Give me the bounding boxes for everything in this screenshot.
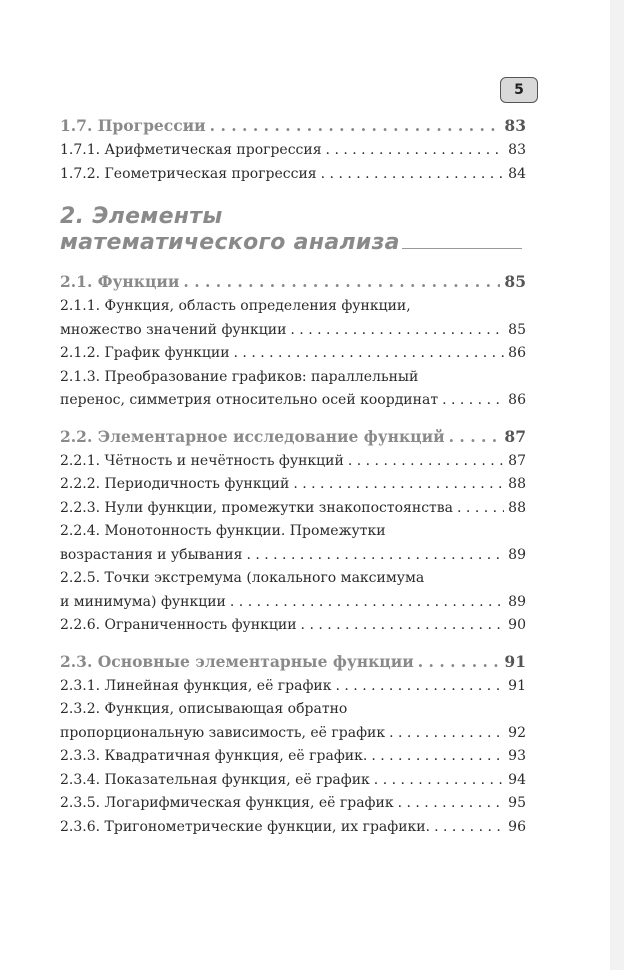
toc-entry-2-3-2[interactable] — [60, 698, 526, 745]
toc-entry-1-7-2[interactable] — [60, 163, 526, 187]
entry-page: 90 — [508, 617, 526, 633]
toc-entry-2-3-5[interactable] — [60, 792, 526, 816]
toc-section-2-3[interactable] — [60, 648, 526, 675]
dot-leader — [374, 769, 504, 793]
dot-leader — [449, 423, 501, 450]
entry-page: 86 — [508, 345, 526, 361]
section-title: 2.3. Основные элементарные функции — [60, 651, 414, 671]
dot-leader — [418, 648, 501, 675]
entry-title: множество значений функции — [60, 321, 287, 338]
entry-title: 2.3.1. Линейная функция, её график — [60, 677, 332, 694]
dot-leader — [457, 497, 504, 521]
dot-leader — [293, 473, 504, 497]
dot-leader — [301, 614, 505, 638]
section-page: 85 — [504, 272, 526, 291]
toc-entry-2-3-1[interactable] — [60, 675, 526, 699]
entry-title: 2.2.1. Чётность и нечётность функций — [60, 452, 344, 469]
entry-page: 87 — [508, 452, 526, 469]
toc-entry-2-2-1[interactable] — [60, 450, 526, 474]
entry-page: 94 — [508, 771, 526, 788]
toc-section-1-7[interactable] — [60, 112, 526, 139]
entry-page: 89 — [508, 593, 526, 610]
entry-title: 2.1.2. График функции — [60, 345, 230, 361]
entry-page: 86 — [508, 392, 526, 408]
entry-page: 84 — [508, 165, 526, 182]
entry-page: 89 — [508, 546, 526, 563]
entry-page: 93 — [508, 748, 526, 764]
entry-title-line: 2.2.5. Точки экстремума (локального максимума — [60, 570, 425, 586]
dot-leader — [290, 319, 504, 343]
section-page: 87 — [504, 426, 526, 446]
entry-title: и минимума) функции — [60, 593, 226, 610]
entry-page: 92 — [508, 724, 526, 741]
entry-title: 1.7.2. Геометрическая прогрессия — [60, 165, 317, 182]
section-title: 2.1. Функции — [60, 272, 180, 291]
toc-entry-2-3-6[interactable] — [60, 816, 526, 840]
entry-page: 95 — [508, 795, 526, 811]
section-title: 1.7. Прогрессии — [60, 116, 206, 135]
dot-leader — [442, 389, 504, 413]
toc-entry-2-1-2[interactable] — [60, 342, 526, 366]
dot-leader — [348, 450, 504, 474]
dot-leader — [183, 268, 500, 295]
entry-title: 1.7.1. Арифметическая прогрессия — [60, 142, 322, 158]
dot-leader — [210, 112, 501, 139]
entry-page: 96 — [508, 818, 526, 835]
entry-title: 2.2.2. Периодичность функций — [60, 476, 290, 492]
dot-leader — [326, 139, 505, 163]
dot-leader — [371, 745, 504, 769]
page-number-badge: 5 — [500, 77, 538, 103]
chapter-title-line-2: математического анализа — [60, 230, 526, 256]
toc-section-2-2[interactable] — [60, 423, 526, 450]
dot-leader — [230, 591, 504, 615]
dot-leader — [321, 163, 505, 187]
entry-title: 2.3.6. Тригонометрические функции, их графики. — [60, 818, 431, 835]
dot-leader — [336, 675, 505, 699]
entry-title: 2.3.5. Логарифмическая функция, её график — [60, 795, 394, 811]
entry-title: пропорциональную зависимость, её график — [60, 724, 386, 741]
toc-entry-2-3-3[interactable] — [60, 745, 526, 769]
entry-title: 2.2.3. Нули функции, промежутки знакопостоянства — [60, 499, 454, 516]
entry-title: 2.3.3. Квадратичная функция, её график. — [60, 748, 368, 764]
chapter-title-line-1: 2. Элементы — [60, 204, 223, 229]
dot-leader — [234, 342, 505, 366]
dot-leader — [398, 792, 505, 816]
entry-page: 88 — [508, 499, 526, 516]
section-title: 2.2. Элементарное исследование функций — [60, 426, 445, 446]
entry-title-line: 2.3.2. Функция, описывающая обратно — [60, 701, 348, 717]
entry-title: возрастания и убывания — [60, 546, 243, 563]
toc-entry-2-2-5[interactable] — [60, 567, 526, 614]
entry-title: 2.2.6. Ограниченность функции — [60, 617, 297, 633]
entry-title-line: 2.1.1. Функция, область определения функции, — [60, 298, 411, 314]
toc-entry-2-3-4[interactable] — [60, 769, 526, 793]
entry-page: 83 — [508, 142, 526, 158]
entry-title: перенос, симметрия относительно осей координат — [60, 392, 439, 408]
toc-section-2-1[interactable] — [60, 268, 526, 295]
toc-entry-1-7-1[interactable] — [60, 139, 526, 163]
entry-page: 88 — [508, 476, 526, 492]
entry-page: 91 — [508, 677, 526, 694]
entry-title: 2.3.4. Показательная функция, её график — [60, 771, 370, 788]
dot-leader — [434, 816, 504, 840]
toc-entry-2-1-3[interactable] — [60, 366, 526, 413]
dot-leader — [389, 722, 504, 746]
toc-entry-2-2-3[interactable] — [60, 497, 526, 521]
chapter-heading — [60, 204, 526, 256]
table-of-contents — [60, 112, 526, 839]
entry-page: 85 — [508, 321, 526, 338]
toc-entry-2-2-2[interactable] — [60, 473, 526, 497]
section-page: 91 — [504, 651, 526, 671]
toc-entry-2-2-6[interactable] — [60, 614, 526, 638]
dot-leader — [246, 544, 504, 568]
entry-title-line: 2.2.4. Монотонность функции. Промежутки — [60, 523, 386, 539]
toc-entry-2-1-1[interactable] — [60, 295, 526, 342]
entry-title-line: 2.1.3. Преобразование графиков: параллельный — [60, 368, 419, 385]
section-page: 83 — [504, 116, 526, 135]
page-edge — [610, 0, 624, 970]
toc-entry-2-2-4[interactable] — [60, 520, 526, 567]
chapter-rule — [402, 230, 522, 249]
